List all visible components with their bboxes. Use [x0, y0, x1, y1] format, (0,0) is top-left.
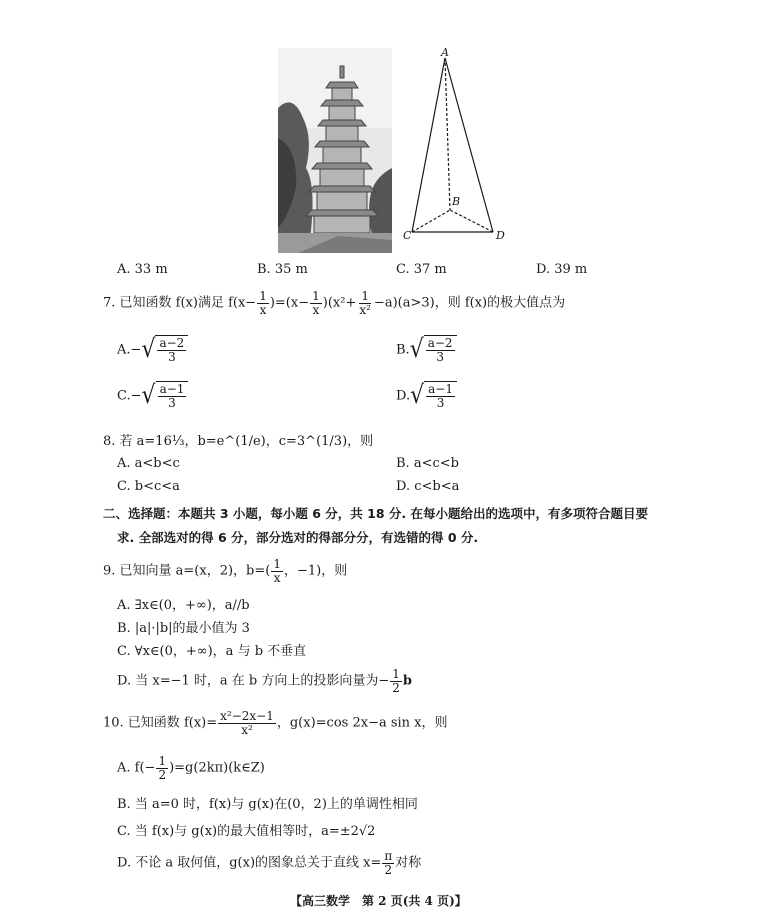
q10-stem: 10. 已知函数 f(x)= $\frac{\text{x²−2x−1}}{\text{x²}}$ ，g(x)=cos 2x−a sin x，则	[103, 709, 448, 737]
label-c: C	[403, 229, 412, 242]
q7-frac-1-over-x: $\frac{1}{x}$	[259, 289, 267, 317]
edge-ac	[412, 58, 445, 232]
edge-cb	[412, 210, 450, 232]
q9-option-d: D. 当 x=−1 时，a 在 b 方向上的投影向量为− $\frac{1}{2}$ b	[117, 667, 412, 695]
label-d: D	[496, 229, 505, 242]
q8-option-d: D. c<b<a	[396, 479, 460, 494]
q9-option-b: B. |a|·|b|的最小值为 3	[117, 621, 250, 636]
q6-option-c: C. 37 m	[396, 262, 447, 277]
q6-option-d: D. 39 m	[536, 262, 588, 277]
q7-option-c: C.− √ $\frac{a-1}{3}$	[117, 381, 189, 411]
section2-line1: 二、选择题：本题共 3 小题，每小题 6 分，共 18 分. 在每小题给出的选项中，有多项符合题目要	[103, 506, 649, 521]
edge-ab	[445, 58, 450, 210]
q7-stem: 7. 已知函数 f(x)满足 f(x− $\frac{1}{x}$ )=(x− $\frac{1}{x}$ )(x²+ $\frac{1}{\text{x²}}$ −a)(a>3)，则 f(x)的极大值点为	[103, 289, 566, 317]
q7-option-a: A.− √ $\frac{a-2}{3}$	[117, 335, 189, 365]
q8-stem: 8. 若 a=16⅓，b=e^(1/e)，c=3^(1/3)，则	[103, 434, 374, 449]
section2-line2: 求. 全部选对的得 6 分，部分选对的得部分分，有选错的得 0 分.	[117, 530, 479, 545]
q9-option-a: A. ∃x∈(0，+∞)，a//b	[117, 598, 250, 613]
q9-option-c: C. ∀x∈(0，+∞)，a 与 b 不垂直	[117, 644, 307, 659]
edge-db	[450, 210, 493, 232]
q6-option-a: A. 33 m	[117, 262, 168, 277]
q7-option-b: B. √ $\frac{a-2}{3}$	[396, 335, 458, 365]
q7-stem-suffix: (a>3)，则 f(x)的极大值点为	[397, 295, 566, 311]
pagoda-photo	[278, 48, 392, 253]
label-a: A	[441, 46, 449, 59]
q8-option-b: B. a<c<b	[396, 456, 459, 471]
q8-option-c: C. b<c<a	[117, 479, 180, 494]
q10-option-d: D. 不论 a 取何值，g(x)的图象总关于直线 x= $\frac{\pi}{2}$ 对称	[117, 849, 422, 877]
q7-option-d: D. √ $\frac{a-1}{3}$	[396, 381, 458, 411]
q9-stem: 9. 已知向量 a=(x，2)，b=( $\frac{1}{x}$ ，−1)，则	[103, 557, 348, 585]
q10-option-c: C. 当 f(x)与 g(x)的最大值相等时，a=±2√2	[117, 824, 376, 839]
q10-option-a: A. f(− $\frac{1}{2}$ )=g(2kπ)(k∈Z)	[117, 754, 265, 782]
q10-option-b: B. 当 a=0 时，f(x)与 g(x)在(0，2)上的单调性相同	[117, 797, 418, 812]
label-b: B	[452, 195, 461, 208]
pyramid-diagram	[400, 45, 515, 245]
q6-option-b: B. 35 m	[257, 262, 308, 277]
q8-option-a: A. a<b<c	[117, 456, 180, 471]
q7-stem-prefix: 7. 已知函数 f(x)满足 f	[103, 295, 233, 311]
page-footer: 【高三数学 第 2 页(共 4 页)】	[290, 894, 467, 908]
